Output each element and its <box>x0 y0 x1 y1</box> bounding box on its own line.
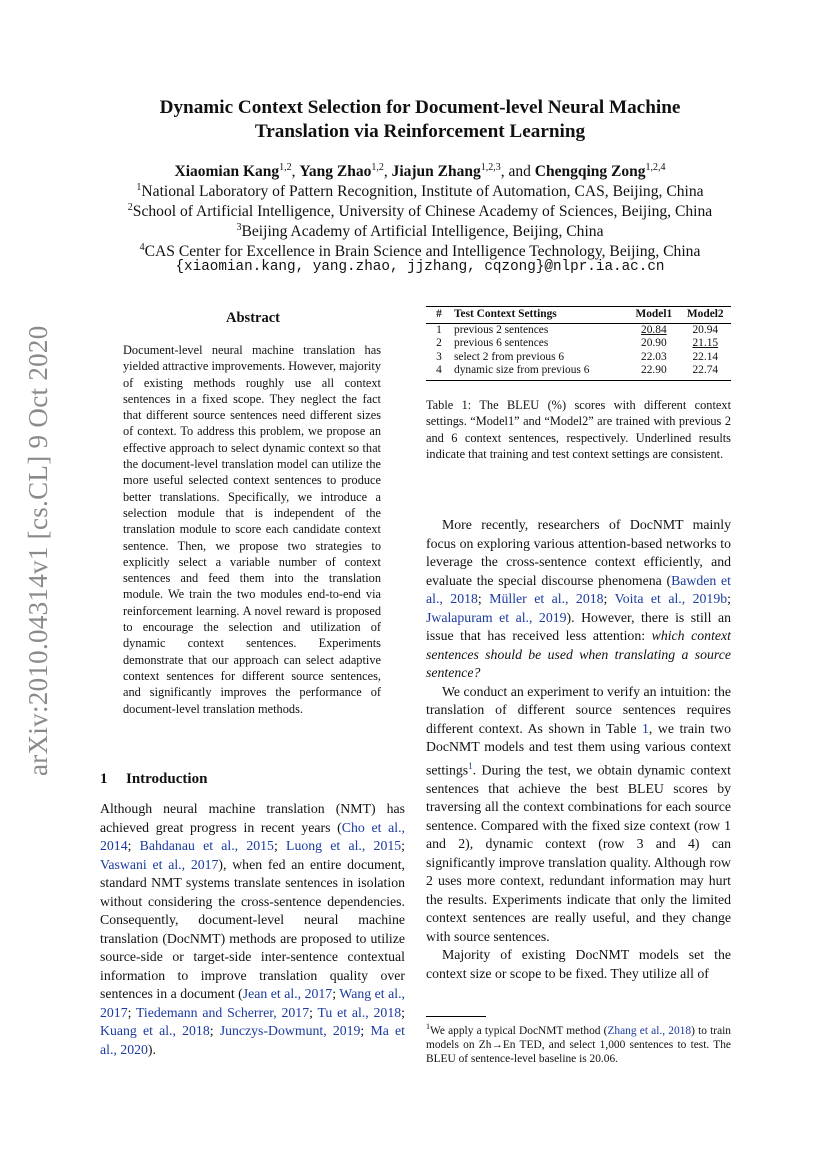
author-affiliation-mark: 1,2 <box>279 162 292 173</box>
abstract-body: Document-level neural machine translation has yielded attractive improvements. However, majority of existing methods roughly use all context sentences in a fixed scope. They neglect the fact that different source sentences need different sizes of context. To address this problem, we propose an effective approach to select dynamic context so that the document-level translation model can utilize the more useful selected context sentences to produce better translations. Specifically, we introduce a selection module that is independent of the translation module to score each candidate context sentence. Then, we propose two strategies to explicitly select a variable number of context sentences and feed them into the translation module. We train the two modules end-to-end via reinforcement learning. A novel reward is proposed to encourage the selection and utilization of dynamic context sentences. Experiments demonstrate that our approach can select adaptive context sentences for different source sentences, and significantly improves the performance of document-level translation methods. <box>123 343 381 716</box>
citation-separator: ; <box>603 591 615 606</box>
table-header-row <box>426 307 731 324</box>
author-separator: , <box>383 163 392 181</box>
author-name: Xiaomian Kang <box>174 163 280 181</box>
affiliation-mark: 2 <box>127 202 133 213</box>
citation-link[interactable]: Bawden et al., 2018 <box>426 572 731 606</box>
affiliation-text: Beijing Academy of Artificial Intelligence, Beijing, China <box>241 223 604 241</box>
author-name: Jiajun Zhang <box>391 163 481 181</box>
author-emails: {xiaomian.kang, yang.zhao, jjzhang, cqzong}@nlpr.ia.ac.cn <box>175 259 665 275</box>
body-text: ), when fed an entire document, standard NMT systems translate sentences in isolation without considering the cross-sentence dependencies. Consequently, document-level neural machine translation (DocNMT) methods are proposed to utilize source-side or target-side inter-sentence contextual information to improve translation quality over sentences in a document ( <box>100 856 406 1001</box>
section-heading-introduction <box>100 771 207 788</box>
citation-link[interactable]: Voita et al., 2019b <box>614 591 728 606</box>
citation-link[interactable]: Kuang et al., 2018 <box>100 1023 210 1038</box>
introduction-paragraph <box>100 800 405 1059</box>
citation-link[interactable]: Junczys-Dowmunt, 2019 <box>219 1023 361 1038</box>
footnote-marker-link[interactable]: 1 <box>468 760 473 771</box>
footnote-text: We apply a typical DocNMT method ( <box>430 1024 608 1037</box>
table-row <box>426 323 731 337</box>
citation-separator: ; <box>401 838 405 853</box>
footnote-mark: 1 <box>426 1022 430 1031</box>
author-name: Chengqing Zong <box>534 163 646 181</box>
table-cell: 1 <box>436 323 442 336</box>
table-row <box>426 337 731 351</box>
citation-link[interactable]: Tu et al., 2018 <box>317 1004 402 1020</box>
table-cell: 3 <box>436 350 442 363</box>
footnote-divider <box>426 1016 486 1017</box>
table-row <box>426 351 731 365</box>
affiliation-text: CAS Center for Excellence in Brain Science and Intelligence Technology, Beijing, China <box>144 243 701 261</box>
citation-separator: ; <box>209 1023 220 1038</box>
body-text: More recently, researchers of DocNMT mainly focus on exploring various attention-based networks to leverage the cross-sentence context efficiently, and evaluate the special discourse phenomena ( <box>426 517 731 588</box>
body-text: ). However, there is still an issue that has received less attention: <box>426 609 731 643</box>
citation-link[interactable]: Müller et al., 2018 <box>489 591 604 606</box>
citation-separator: ; <box>127 1004 136 1020</box>
table-cell: 22.03 <box>641 350 667 363</box>
citation-link[interactable]: Cho et al., 2014 <box>100 819 406 853</box>
body-paragraph <box>426 683 731 947</box>
body-text: , we train two DocNMT models and test them using various context settings <box>426 720 731 778</box>
table-header-cell: # <box>426 307 452 324</box>
body-text: We conduct an experiment to verify an intuition: the translation of different source sentences requires different context. As shown in Table <box>426 683 731 736</box>
body-paragraph: Majority of existing DocNMT models set the context size or scope to be fixed. They utilize all of <box>426 947 731 981</box>
table-caption: Table 1: The BLEU (%) scores with different context settings. “Model1” and “Model2” are trained with previous 2 and 6 context sentences, respectively. Underlined results indicate that training and test context settings are consistent. <box>426 398 731 461</box>
body-text: Although neural machine translation (NMT) has achieved great progress in recent years ( <box>100 801 405 835</box>
affiliation-mark: 1 <box>136 182 142 193</box>
table-cell: 22.14 <box>692 350 719 363</box>
table-header-cell: Model1 <box>628 307 679 324</box>
citation-link[interactable]: Wang et al., 2017 <box>100 986 405 1020</box>
paper-title <box>120 96 720 144</box>
table-cell: 20.90 <box>641 337 667 350</box>
citation-link[interactable]: Jean et al., 2017 <box>242 986 333 1001</box>
body-paragraph <box>426 516 731 683</box>
author-affiliation-mark: 1,2,4 <box>645 162 666 173</box>
arxiv-identifier-stamp: arXiv:2010.04314v1 [cs.CL] 9 Oct 2020 <box>23 325 53 776</box>
table-cell: 21.15 <box>692 337 719 350</box>
table-cell: 4 <box>426 364 452 380</box>
affiliation-mark: 3 <box>236 222 242 233</box>
citation-link[interactable]: Zhang et al., 2018 <box>607 1024 692 1037</box>
body-text: ). <box>147 1041 156 1057</box>
section-title: Introduction <box>126 771 208 787</box>
table-cell: previous 6 sentences <box>454 337 549 350</box>
table-cell: dynamic size from previous 6 <box>452 364 628 380</box>
affiliation-text: National Laboratory of Pattern Recognition, Institute of Automation, CAS, Beijing, China <box>141 183 704 201</box>
table-header-cell: Model2 <box>680 307 731 324</box>
table-cell: 22.90 <box>628 364 679 380</box>
abstract-heading: Abstract <box>226 310 280 326</box>
citation-link[interactable]: Luong et al., 2015 <box>286 838 402 853</box>
bleu-results-table <box>426 306 731 381</box>
table-row <box>426 364 731 380</box>
table-cell: 20.84 <box>641 323 667 336</box>
section-number: 1 <box>100 771 108 787</box>
table-cell: 20.94 <box>692 323 719 336</box>
table-cell: select 2 from previous 6 <box>454 350 565 363</box>
title-line-2: Translation via Reinforcement Learning <box>254 121 586 142</box>
affiliation-text: School of Artificial Intelligence, University of Chinese Academy of Sciences, Beijing, China <box>132 203 713 221</box>
citation-separator: ; <box>401 1004 405 1020</box>
table-cell: previous 2 sentences <box>454 323 549 336</box>
citation-link[interactable]: Bahdanau et al., 2015 <box>139 838 274 853</box>
citation-link[interactable]: Tiedemann and Scherrer, 2017 <box>135 1004 310 1020</box>
affiliation-mark: 4 <box>139 242 145 253</box>
table-reference-link[interactable]: 1 <box>641 720 649 736</box>
footnote-text: ) to train models on Zh→En TED, and select 1,000 sentences to test. The BLEU of sentence-level baseline is 20.06. <box>426 1024 731 1066</box>
citation-link[interactable]: Jwalapuram et al., 2019 <box>426 609 567 625</box>
author-separator: , and <box>500 163 535 181</box>
citation-separator: ; <box>332 986 340 1001</box>
table-cell: 22.74 <box>680 364 731 380</box>
research-question: which context sentences should be used when translating a source sentence? <box>426 628 731 680</box>
author-affiliation-mark: 1,2,3 <box>480 162 501 173</box>
table-header-cell: Test Context Settings <box>452 307 628 324</box>
author-name: Yang Zhao <box>299 163 372 181</box>
title-line-1: Dynamic Context Selection for Document-level Neural Machine <box>159 97 681 118</box>
footnote <box>426 1020 731 1066</box>
body-text: . During the test, we obtain dynamic context sentences that achieve the best BLEU scores by traversing all the context combinations for each source sentence. Compared with the fixed size context (row 1 and 2), dynamic context (row 3 and 4) can significantly improve translation quality. Although row 2 uses more context, redundant information may hurt the results. Experiments indicate that only the limited context sentences are really useful, and they change with source sentences. <box>426 762 731 944</box>
citation-separator: ; <box>127 838 140 853</box>
citation-link[interactable]: Vaswani et al., 2017 <box>100 856 219 872</box>
citation-separator: ; <box>360 1023 371 1038</box>
citation-separator: ; <box>477 591 490 606</box>
citation-link[interactable]: Ma et al., 2020 <box>100 1023 405 1057</box>
citation-separator: ; <box>273 838 287 853</box>
table-cell: 2 <box>436 337 442 350</box>
author-separator: , <box>291 163 300 181</box>
author-affiliation-mark: 1,2 <box>371 162 384 173</box>
citation-separator: ; <box>309 1004 318 1020</box>
citation-separator: ; <box>727 591 731 606</box>
right-column-body <box>426 516 731 983</box>
